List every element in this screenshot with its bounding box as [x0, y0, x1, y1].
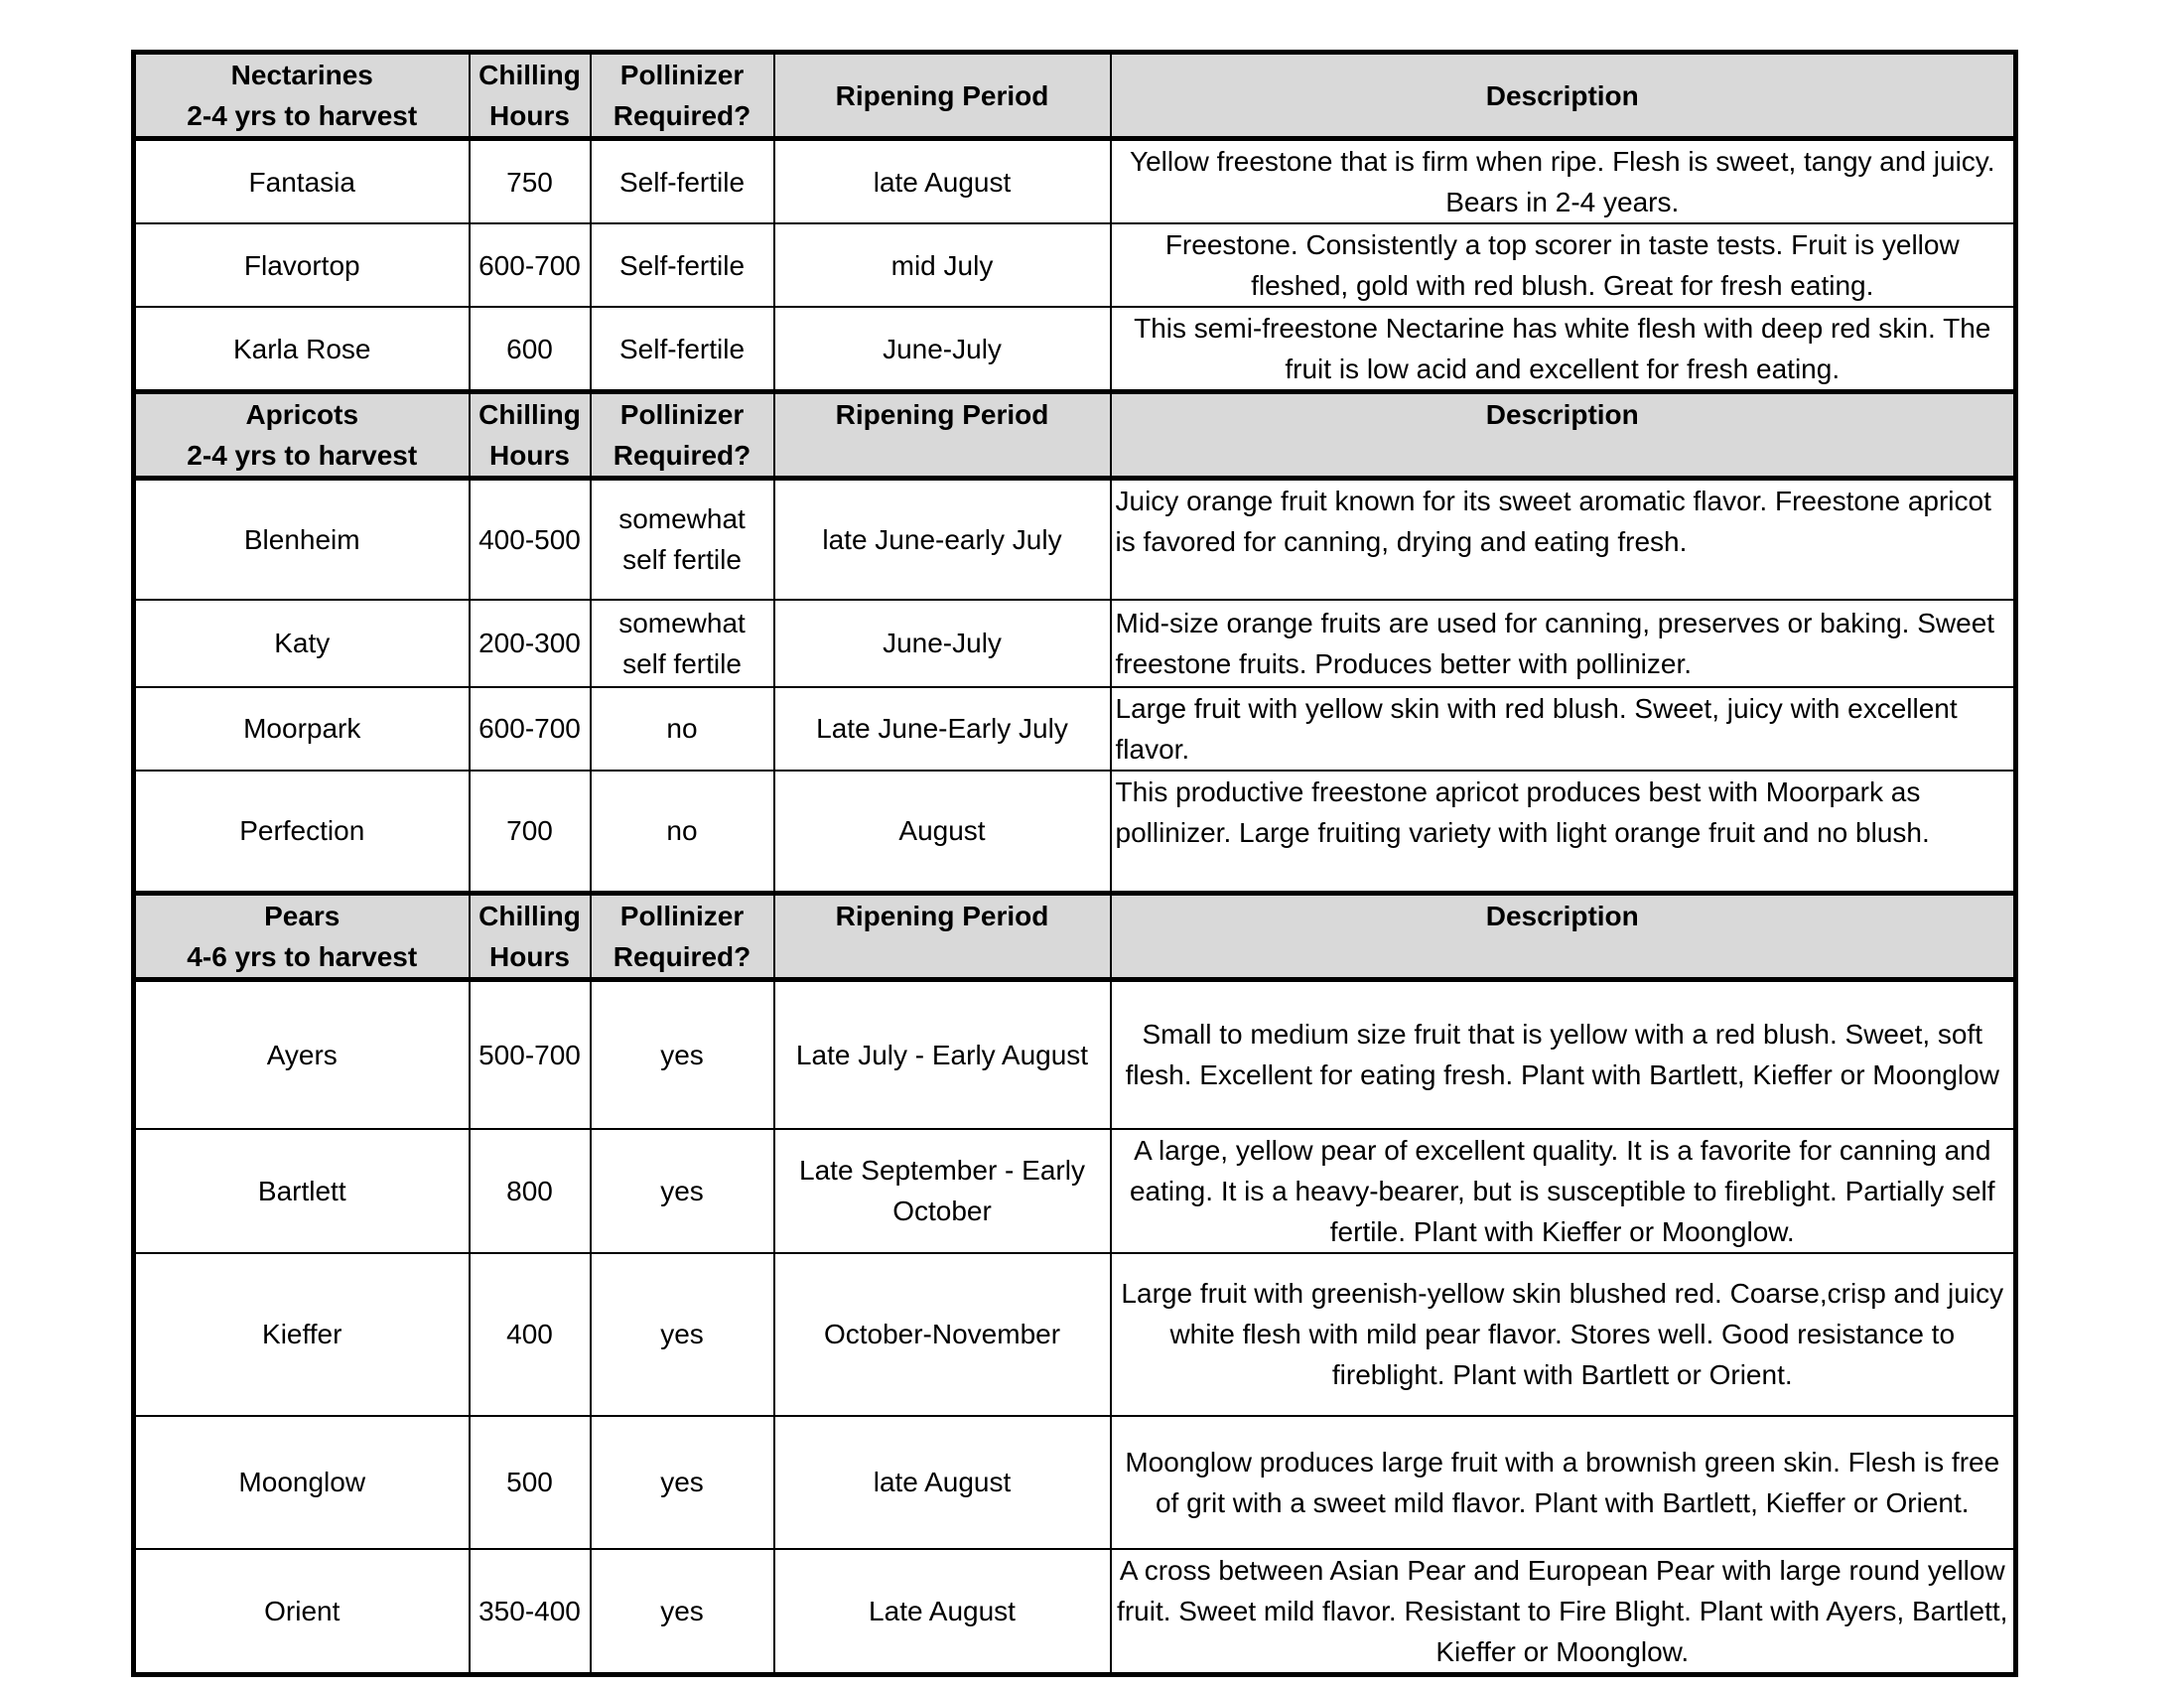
- pollinizer-required: no: [591, 687, 774, 771]
- pollinizer-required: yes: [591, 980, 774, 1129]
- chilling-hours: 400-500: [470, 479, 591, 600]
- table-row: [134, 139, 2016, 224]
- chilling-hours: 200-300: [470, 600, 591, 687]
- table-row: [134, 980, 2016, 1129]
- ripening-period: mid July: [774, 223, 1111, 307]
- variety-name: Flavortop: [134, 223, 470, 307]
- table-row: [134, 687, 2016, 771]
- description-header: Description: [1111, 392, 2016, 479]
- pollinizer-required: Self-fertile: [591, 223, 774, 307]
- description-header: Description: [1111, 53, 2016, 139]
- chilling-hours-header: [470, 53, 591, 139]
- chilling-hours: 700: [470, 771, 591, 894]
- chilling-hours-header: [470, 894, 591, 980]
- variety-description: This semi-freestone Nectarine has white flesh with deep red skin. The fruit is low acid and excellent for fresh eating.: [1111, 307, 2016, 392]
- table-row: [134, 1129, 2016, 1253]
- apricots-title: Apricots: [245, 399, 359, 430]
- pears-category-header: [134, 894, 470, 980]
- chilling-hours: 500-700: [470, 980, 591, 1129]
- pollinizer-required: yes: [591, 1549, 774, 1675]
- nectarines-category-header: [134, 53, 470, 139]
- table-row: [134, 223, 2016, 307]
- pollinizer-required: no: [591, 771, 774, 894]
- chilling-hours: 600-700: [470, 687, 591, 771]
- ripening-period: Late August: [774, 1549, 1111, 1675]
- pears-subtitle: 4-6 yrs to harvest: [187, 941, 418, 972]
- chilling-hours: 600-700: [470, 223, 591, 307]
- table-row: [134, 307, 2016, 392]
- nectarines-title: Nectarines: [230, 60, 373, 90]
- pollinizer-header-line1: Pollinizer: [619, 399, 745, 430]
- variety-description: Large fruit with yellow skin with red blush. Sweet, juicy with excellent flavor.: [1111, 687, 2016, 771]
- ripening-period: October-November: [774, 1253, 1111, 1416]
- variety-name: Kieffer: [134, 1253, 470, 1416]
- variety-name: Bartlett: [134, 1129, 470, 1253]
- ripening-period: late August: [774, 1416, 1111, 1549]
- variety-description: Mid-size orange fruits are used for canning, preserves or baking. Sweet freestone fruits. Produces better with pollinizer.: [1111, 600, 2016, 687]
- apricots-header-row: [134, 392, 2016, 479]
- chilling-hours: 400: [470, 1253, 591, 1416]
- pollinizer-header: [591, 894, 774, 980]
- chilling-header-line1: Chilling: [478, 399, 581, 430]
- variety-description: Small to medium size fruit that is yellow with a red blush. Sweet, soft flesh. Excellent for eating fresh. Plant with Bartlett, Kieffer or Moonglow: [1111, 980, 2016, 1129]
- chilling-header-line2: Hours: [489, 100, 570, 131]
- chilling-hours: 750: [470, 139, 591, 224]
- fruit-variety-table: [131, 50, 2018, 1677]
- table-row: [134, 1253, 2016, 1416]
- pollinizer-header-line2: Required?: [613, 941, 751, 972]
- pears-header-row: [134, 894, 2016, 980]
- pollinizer-header-line1: Pollinizer: [619, 901, 745, 931]
- chilling-header-line1: Chilling: [478, 60, 581, 90]
- variety-name: Karla Rose: [134, 307, 470, 392]
- table-row: [134, 1549, 2016, 1675]
- description-header: Description: [1111, 894, 2016, 980]
- apricots-category-header: [134, 392, 470, 479]
- pollinizer-header-line1: Pollinizer: [619, 60, 745, 90]
- pollinizer-required: yes: [591, 1416, 774, 1549]
- pollinizer-required: yes: [591, 1129, 774, 1253]
- ripening-period-header: Ripening Period: [774, 53, 1111, 139]
- pollinizer-required: somewhat self fertile: [591, 479, 774, 600]
- pollinizer-required: somewhat self fertile: [591, 600, 774, 687]
- chilling-hours: 800: [470, 1129, 591, 1253]
- table-row: [134, 600, 2016, 687]
- table-row: [134, 1416, 2016, 1549]
- variety-name: Blenheim: [134, 479, 470, 600]
- variety-description: Juicy orange fruit known for its sweet aromatic flavor. Freestone apricot is favored for canning, drying and eating fresh.: [1111, 479, 2016, 600]
- pollinizer-required: Self-fertile: [591, 307, 774, 392]
- ripening-period: Late July - Early August: [774, 980, 1111, 1129]
- chilling-header-line2: Hours: [489, 941, 570, 972]
- variety-name: Orient: [134, 1549, 470, 1675]
- chilling-header-line1: Chilling: [478, 901, 581, 931]
- variety-name: Ayers: [134, 980, 470, 1129]
- chilling-header-line2: Hours: [489, 440, 570, 471]
- variety-description: A cross between Asian Pear and European Pear with large round yellow fruit. Sweet mild flavor. Resistant to Fire Blight. Plant with Ayers, Bartlett, Kieffer or Moonglow.: [1111, 1549, 2016, 1675]
- variety-name: Moonglow: [134, 1416, 470, 1549]
- table-row: [134, 479, 2016, 600]
- nectarines-subtitle: 2-4 yrs to harvest: [187, 100, 418, 131]
- variety-name: Perfection: [134, 771, 470, 894]
- ripening-period: Late September - Early October: [774, 1129, 1111, 1253]
- ripening-period: late June-early July: [774, 479, 1111, 600]
- pollinizer-required: yes: [591, 1253, 774, 1416]
- ripening-period: August: [774, 771, 1111, 894]
- pears-title: Pears: [264, 901, 341, 931]
- variety-description: Large fruit with greenish-yellow skin blushed red. Coarse,crisp and juicy white flesh with mild pear flavor. Stores well. Good resistance to fireblight. Plant with Bartlett or Orient.: [1111, 1253, 2016, 1416]
- nectarines-header-row: [134, 53, 2016, 139]
- pollinizer-header-line2: Required?: [613, 100, 751, 131]
- chilling-hours: 600: [470, 307, 591, 392]
- chilling-hours: 500: [470, 1416, 591, 1549]
- ripening-period: June-July: [774, 307, 1111, 392]
- variety-name: Moorpark: [134, 687, 470, 771]
- table-row: [134, 771, 2016, 894]
- variety-description: Yellow freestone that is firm when ripe. Flesh is sweet, tangy and juicy. Bears in 2-4 years.: [1111, 139, 2016, 224]
- variety-name: Fantasia: [134, 139, 470, 224]
- variety-description: Moonglow produces large fruit with a brownish green skin. Flesh is free of grit with a sweet mild flavor. Plant with Bartlett, Kieffer or Orient.: [1111, 1416, 2016, 1549]
- variety-description: Freestone. Consistently a top scorer in taste tests. Fruit is yellow fleshed, gold with red blush. Great for fresh eating.: [1111, 223, 2016, 307]
- chilling-hours: 350-400: [470, 1549, 591, 1675]
- ripening-period: Late June-Early July: [774, 687, 1111, 771]
- pollinizer-header: [591, 392, 774, 479]
- ripening-period: June-July: [774, 600, 1111, 687]
- chilling-hours-header: [470, 392, 591, 479]
- variety-name: Katy: [134, 600, 470, 687]
- pollinizer-header: [591, 53, 774, 139]
- pollinizer-header-line2: Required?: [613, 440, 751, 471]
- ripening-period: late August: [774, 139, 1111, 224]
- apricots-subtitle: 2-4 yrs to harvest: [187, 440, 418, 471]
- ripening-period-header: Ripening Period: [774, 392, 1111, 479]
- pollinizer-required: Self-fertile: [591, 139, 774, 224]
- variety-description: A large, yellow pear of excellent quality. It is a favorite for canning and eating. It is a heavy-bearer, but is susceptible to fireblight. Partially self fertile. Plant with Kieffer or Moonglow.: [1111, 1129, 2016, 1253]
- ripening-period-header: Ripening Period: [774, 894, 1111, 980]
- variety-description: This productive freestone apricot produces best with Moorpark as pollinizer. Large fruiting variety with light orange fruit and no blush.: [1111, 771, 2016, 894]
